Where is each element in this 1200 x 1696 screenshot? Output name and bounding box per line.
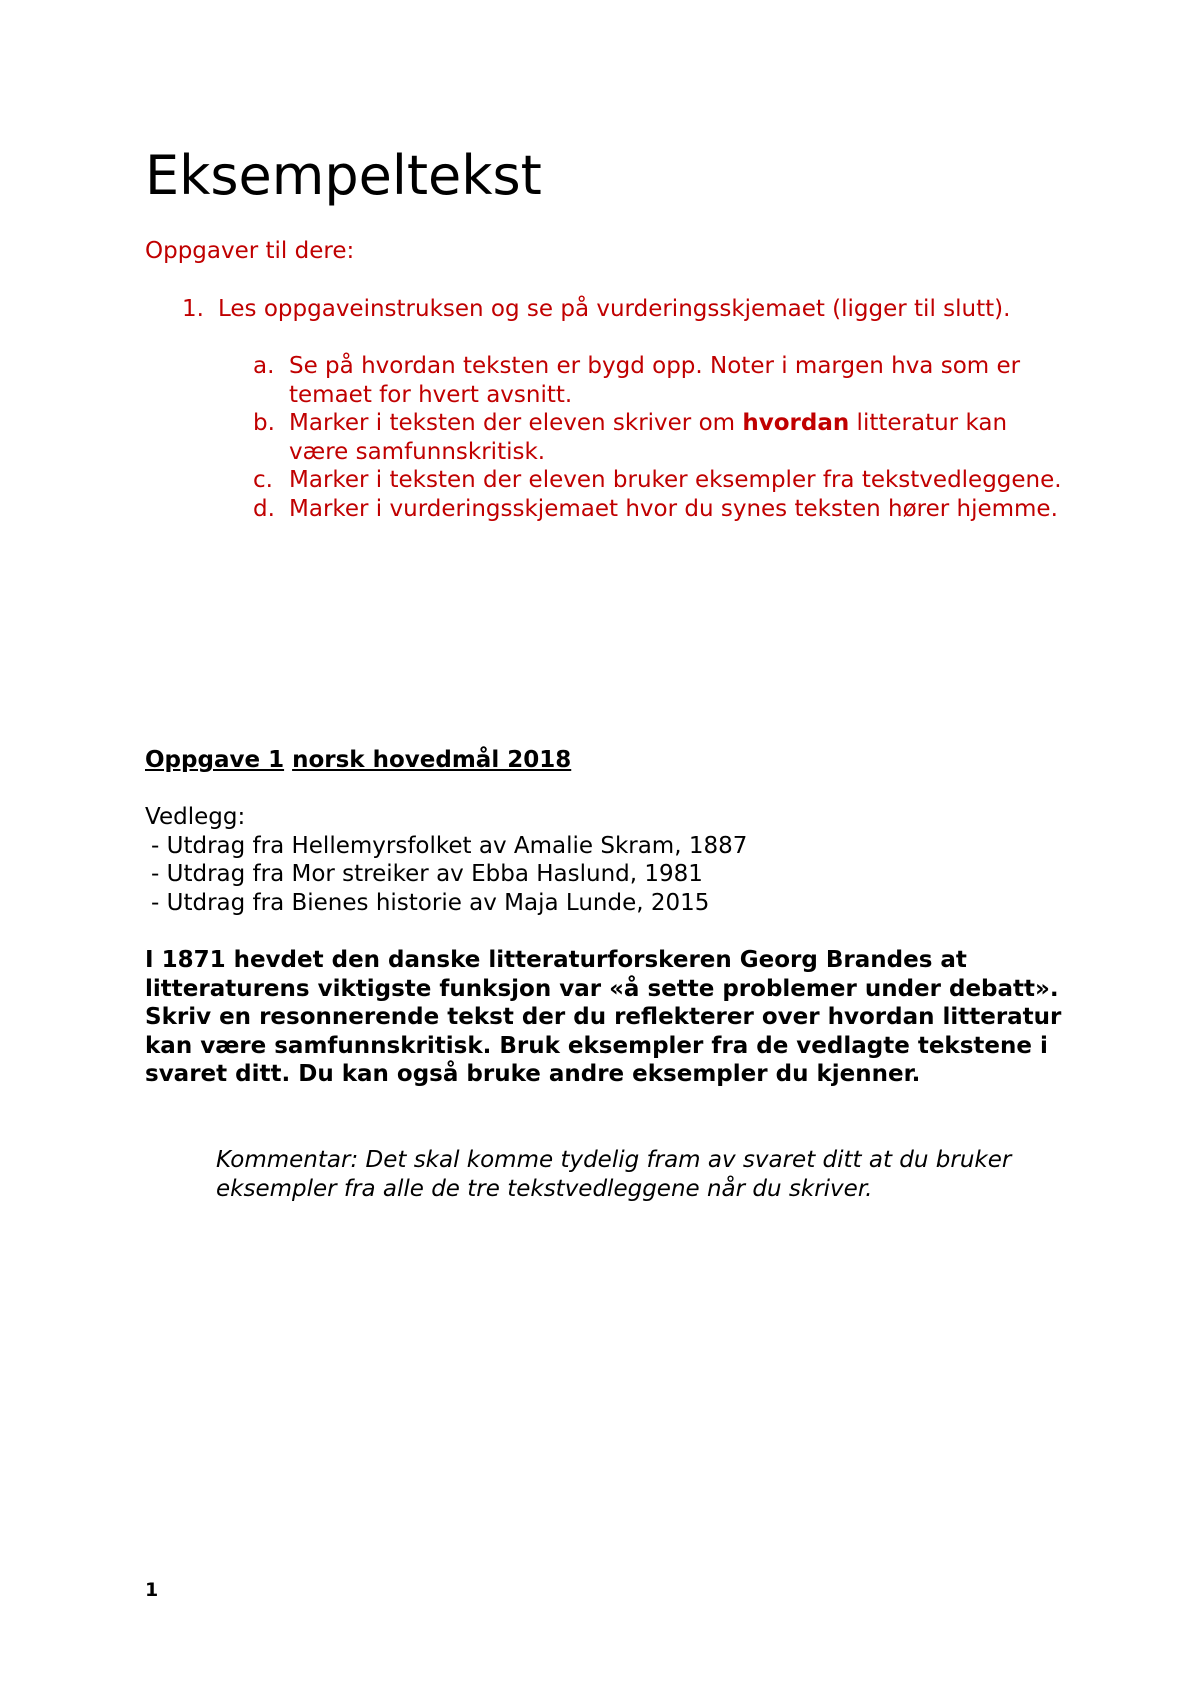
attachments-label: Vedlegg: — [145, 804, 246, 830]
task-subitem-b — [253, 409, 1073, 466]
task-subitem-text — [289, 409, 1073, 466]
page-number: 1 — [145, 1579, 159, 1601]
attachment-item: - Utdrag fra Mor streiker av Ebba Haslund, 1981 — [151, 861, 703, 887]
task-step-1-text: Les oppgaveinstruksen og se på vurderingsskjemaet (ligger til slutt). — [218, 296, 1011, 322]
task-step-1-number: 1. — [182, 296, 204, 322]
attachment-item: - Utdrag fra Bienes historie av Maja Lunde, 2015 — [151, 889, 710, 916]
assignment-heading — [145, 745, 571, 775]
task-step-1 — [182, 294, 1010, 324]
document-title: Eksempeltekst — [145, 144, 542, 207]
assignment-prompt: I 1871 hevdet den danske litteraturforskeren Georg Brandes at litteraturens viktigste funksjon var «å sette problemer under debatt». Skriv en resonnerende tekst der du reflekterer over hvordan litteratur kan være samfunnskritisk. Bruk eksempler fra de vedlagte tekstene i svaret ditt. Du kan også bruke andre eksempler du kjenner. — [145, 947, 1062, 1088]
task-subitems — [253, 352, 1073, 523]
task-subitem-c — [253, 466, 1073, 495]
assignment-heading-part1: Oppgave 1 — [145, 747, 285, 773]
task-subitem-letter: d. — [253, 495, 275, 522]
task-subitem-d — [253, 495, 1073, 524]
task-subitem-letter: c. — [253, 467, 273, 493]
assignment-heading-part2: norsk hovedmål 2018 — [292, 747, 572, 773]
attachments-block — [145, 803, 747, 917]
task-subitem-text-before: Marker i teksten der eleven skriver om — [289, 410, 743, 436]
assignment-comment: Kommentar: Det skal komme tydelig fram av svaret ditt at du bruker eksempler fra alle de tre tekstvedleggene når du skriver. — [216, 1147, 1012, 1202]
task-subitem-a — [253, 352, 1073, 409]
tasks-intro: Oppgaver til dere: — [145, 238, 355, 264]
task-subitem-text: Marker i vurderingsskjemaet hvor du synes teksten hører hjemme. — [289, 495, 1058, 522]
task-subitem-emphasis: hvordan — [742, 410, 850, 436]
task-subitem-text: Se på hvordan teksten er bygd opp. Noter i margen hva som er temaet for hvert avsnitt. — [289, 353, 1021, 408]
task-subitem-letter: a. — [253, 353, 275, 379]
task-subitem-text: Marker i teksten der eleven bruker eksempler fra tekstvedleggene. — [289, 467, 1062, 493]
attachment-item: - Utdrag fra Hellemyrsfolket av Amalie Skram, 1887 — [151, 832, 748, 859]
task-subitem-letter: b. — [253, 410, 275, 436]
task-subitem-text-after: litteratur kan være samfunnskritisk. — [289, 410, 1008, 465]
attachments-list — [145, 832, 747, 918]
